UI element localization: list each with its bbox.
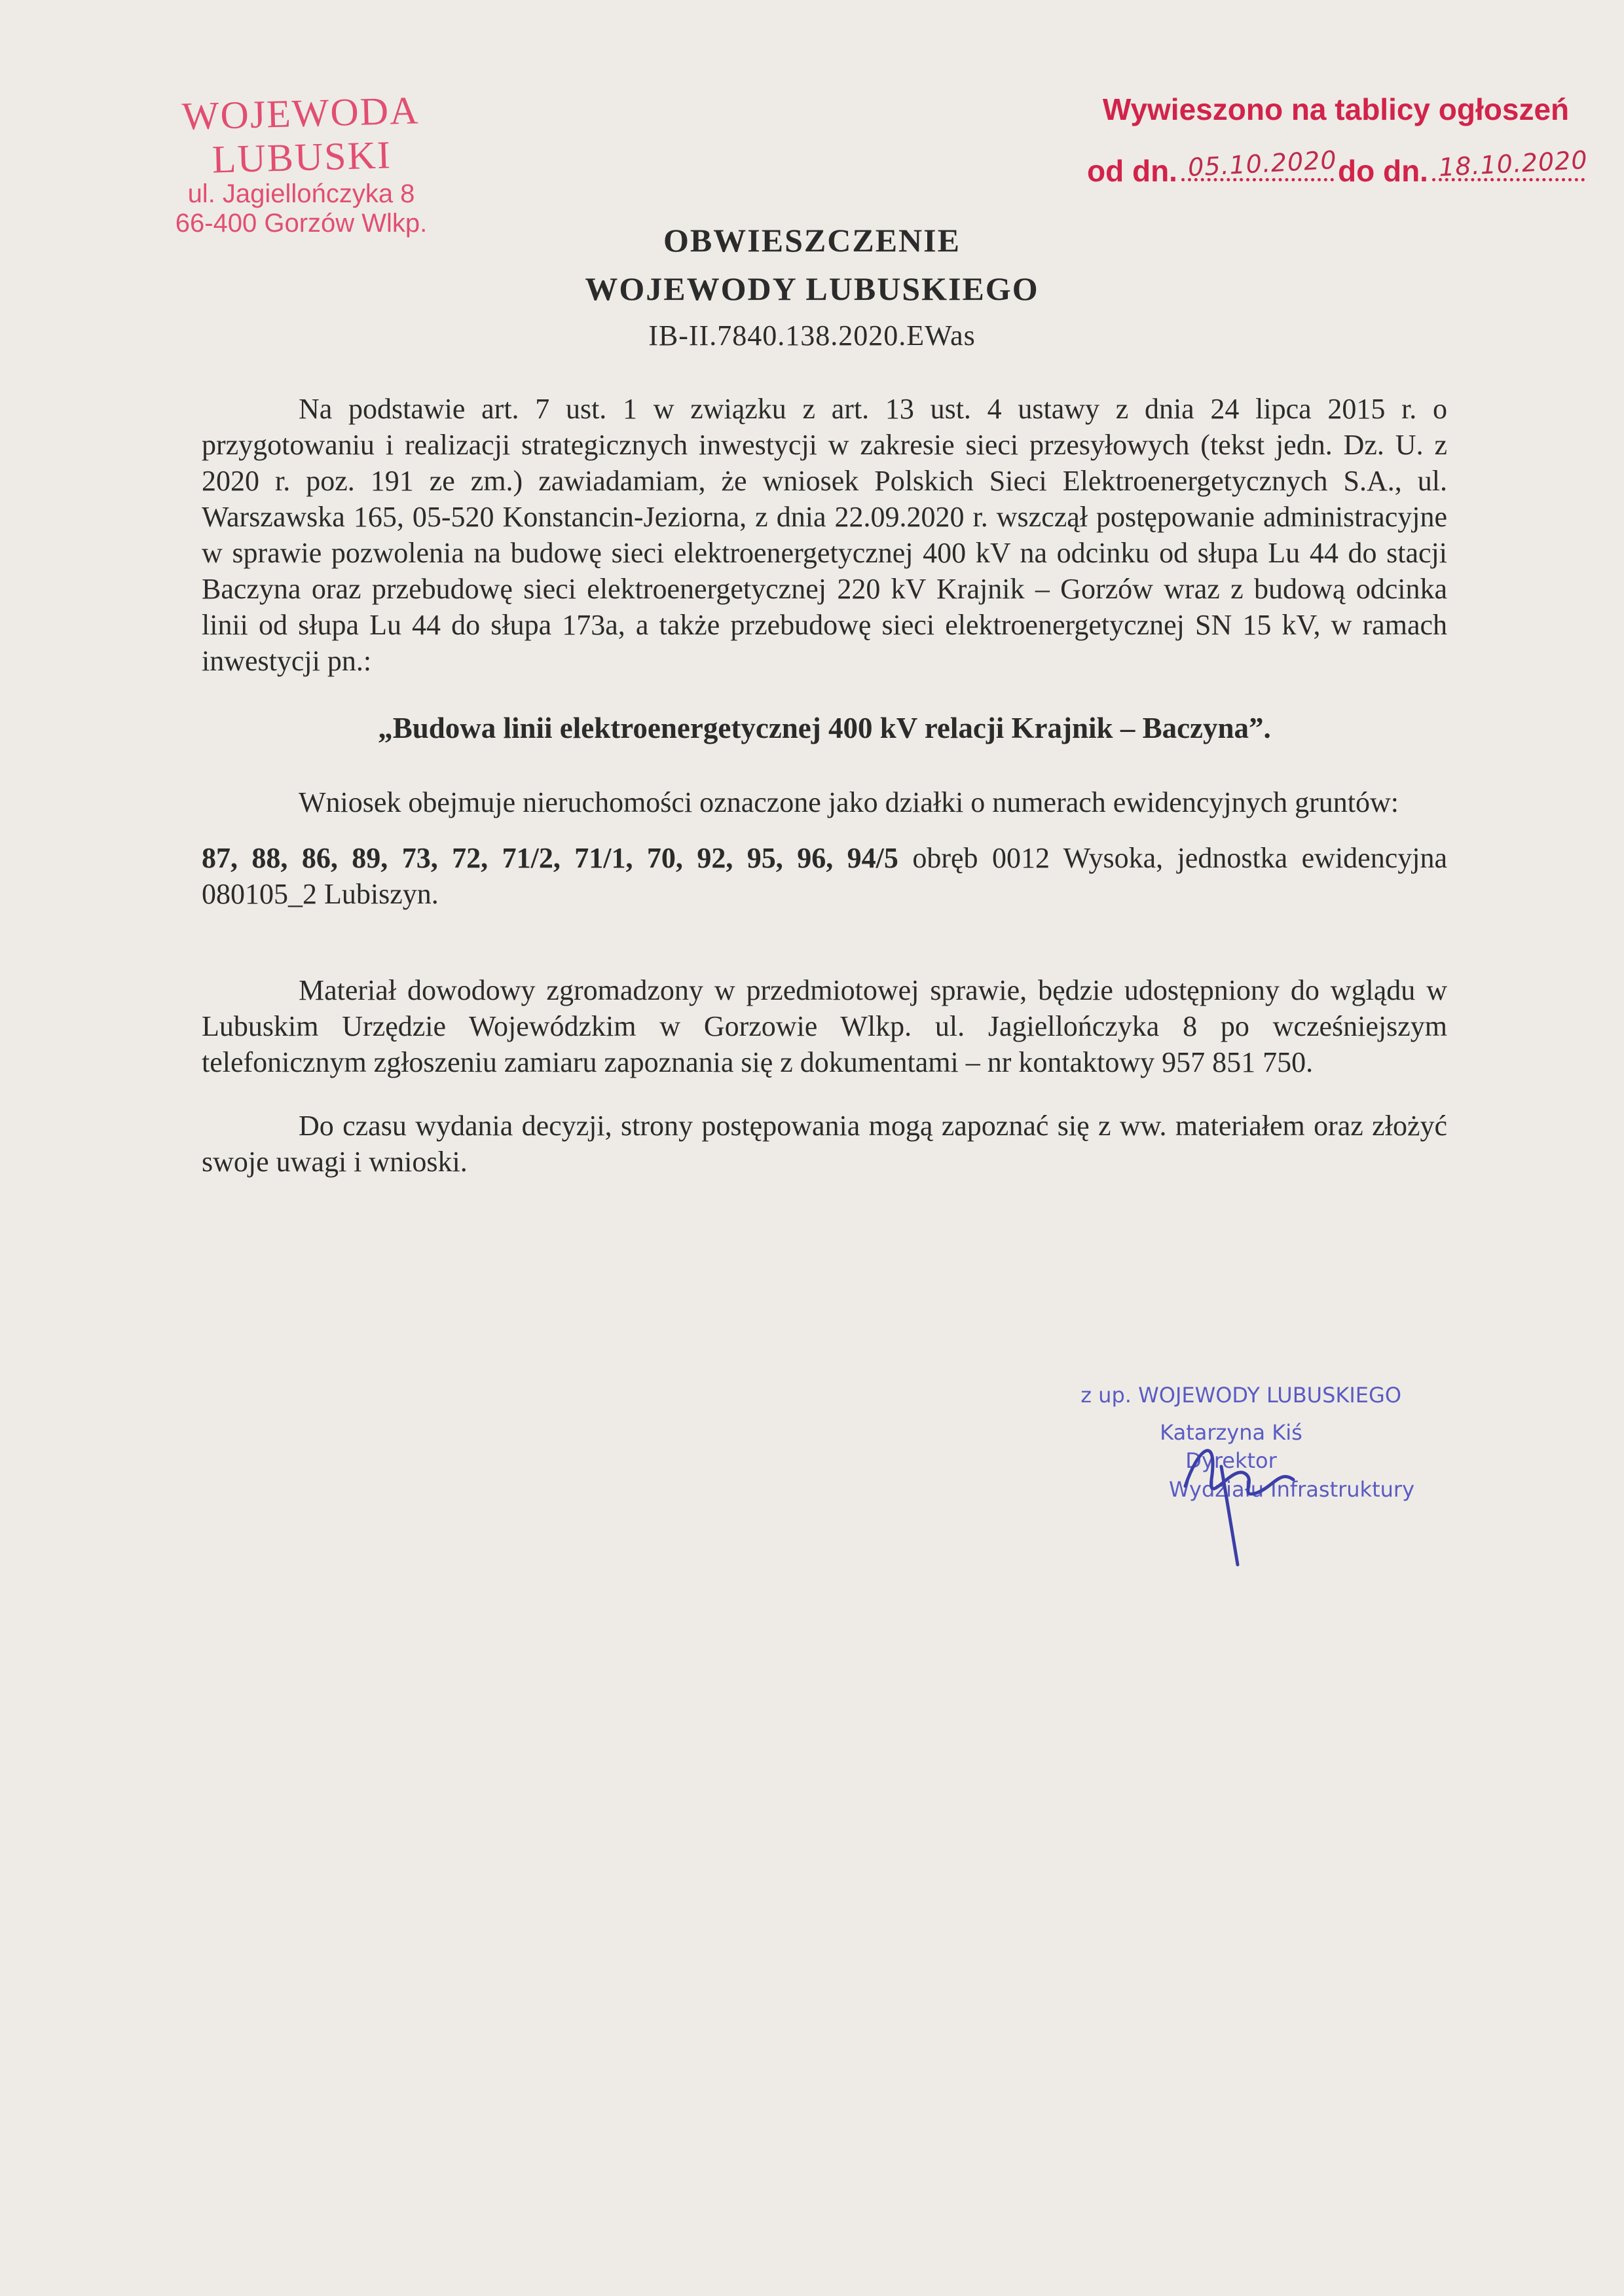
project-name: „Budowa linii elektroenergetycznej 400 kV relacji Krajnik – Baczyna”. [378, 712, 1271, 744]
od-label: od dn. [1087, 154, 1177, 188]
do-date-handwritten: 18.10.2020 [1437, 145, 1589, 182]
handwritten-signature-icon [1159, 1408, 1316, 1578]
signature-position: Dyrektor [1185, 1448, 1277, 1474]
parcel-numbers: 87, 88, 86, 89, 73, 72, 71/2, 71/1, 70, 92, 95, 96, 94/5 [202, 842, 898, 874]
reference-number: IB-II.7840.138.2020.EWas [648, 319, 976, 352]
posting-stamp-title: Wywieszono na tablicy ogłoszeń [1102, 92, 1570, 126]
signature-name: Katarzyna Kiś [1160, 1420, 1302, 1446]
posting-stamp [1087, 92, 1589, 189]
paragraph-comments: Do czasu wydania decyzji, strony postępowania mogą zapoznać się z ww. materiałem oraz złożyć swoje uwagi i wnioski. [202, 1110, 1447, 1178]
document-heading [0, 216, 1624, 359]
stamp-line-city: 66-400 Gorzów Wlkp. [175, 209, 428, 238]
document-title-line2: WOJEWODY LUBUSKIEGO [585, 270, 1039, 307]
paragraph-parcels [202, 840, 1447, 912]
document-title-line1: OBWIESZCZENIE [663, 222, 961, 259]
paragraph-legal-basis: Na podstawie art. 7 ust. 1 w związku z art. 13 ust. 4 ustawy z dnia 24 lipca 2015 r. o przygotowaniu i realizacji strategicznych inwestycji w zakresie sieci przesyłowych (tekst jedn. Dz. U. z 2020 r. poz. 191 ze zm.) zawiadamiam, że wniosek Polskich Sieci Elektroenergetycznych S.A., ul. Warszawska 165, 05-520 Konstancin-Jeziorna, z dnia 22.09.2020 r. wszczął postępowanie administracyjne w sprawie pozwolenia na budowę sieci elektroenergetycznej 400 kV na odcinku od słupa Lu 44 do stacji Baczyna oraz przebudowę sieci elektroenergetycznej 220 kV Krajnik – Gorzów wraz z budową odcinka linii od słupa Lu 44 do słupa 173a, a także przebudowę sieci elektroenergetycznej SN 15 kV, w ramach inwestycji pn.: [202, 393, 1447, 677]
signature-department: Wydziału Infrastruktury [1168, 1476, 1414, 1502]
od-date-handwritten: 05.10.2020 [1187, 145, 1338, 182]
paragraph-evidence-access: Materiał dowodowy zgromadzony w przedmiotowej sprawie, będzie udostępniony do wglądu w Lubuskim Urzędzie Wojewódzkim w Gorzowie Wlkp. ul. Jagiellończyka 8 po wcześniejszym telefonicznym zgłoszeniu zamiaru zapoznania się z dokumentami – nr kontaktowy 957 851 750. [202, 974, 1447, 1078]
od-date-field [1181, 145, 1338, 182]
stamp-line-street: ul. Jagiellończyka 8 [187, 179, 415, 209]
signature-stamp [1048, 1381, 1414, 1504]
signature-authority: z up. WOJEWODY LUBUSKIEGO [1080, 1383, 1401, 1408]
stamp-line-office: WOJEWODA LUBUSKI [181, 88, 420, 181]
parcel-location: obręb 0012 Wysoka, jednostka ewidencyjna 080105_2 Lubiszyn. [202, 842, 1447, 910]
paragraph-application-scope: Wniosek obejmuje nieruchomości oznaczone jako działki o numerach ewidencyjnych gruntów: [299, 786, 1399, 818]
document-body [202, 391, 1447, 1180]
do-date-field [1432, 145, 1589, 182]
posting-stamp-dates [1087, 145, 1589, 189]
do-label: do dn. [1338, 154, 1428, 188]
